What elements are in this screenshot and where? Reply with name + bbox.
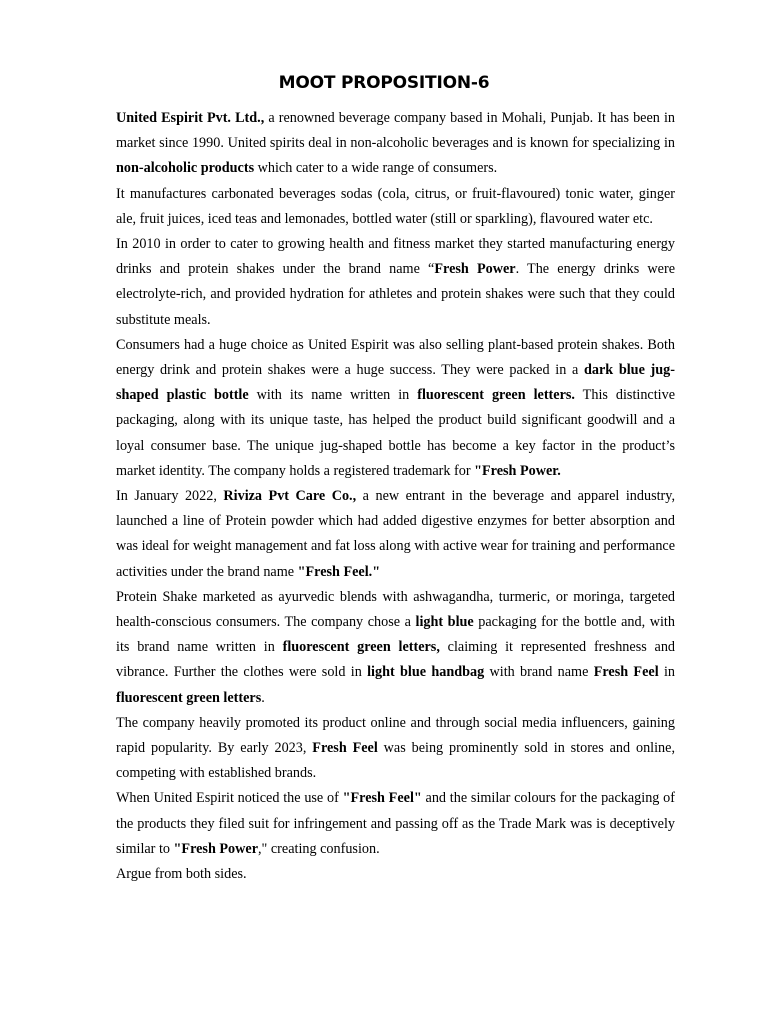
text-run: In 2010 in order to cater to growing health and fitness market they started manufacturing energy drinks and protein shakes under the brand name “: [116, 236, 675, 278]
bold-text: United Espirit Pvt. Ltd.,: [116, 110, 265, 126]
paragraph: [116, 232, 675, 333]
bold-text: light blue: [415, 614, 474, 631]
bold-text: light blue handbag: [367, 664, 485, 681]
bold-text: non-alcoholic products: [116, 160, 255, 177]
paragraph: [116, 862, 675, 887]
bold-text: "Fresh Power.: [474, 462, 561, 479]
text-run: ," creating confusion.: [258, 840, 380, 857]
text-run: The company heavily promoted its product online and through social media influencers, gaining rapid popularity. By early 2023,: [116, 714, 675, 757]
bold-text: fluorescent green letters,: [282, 639, 440, 656]
text-run: a renowned beverage company based in Mohali, Punjab. It has been in market since 1990. United spirits deal in non-alcoholic beverages and is known for specializing in: [116, 110, 675, 152]
text-run: was being prominently sold in stores and online, competing with established brands.: [116, 740, 675, 782]
text-run: .: [261, 689, 265, 706]
text-run: and the similar colours for the packaging of the products they filed suit for infringement and passing off as the Trade Mark was is deceptively similar to: [116, 790, 675, 857]
text-run: Consumers had a huge choice as United Espirit was also selling plant-based protein shakes. Both energy drink and protein shakes were a huge success. They were packed in a: [116, 336, 675, 379]
bold-text: Fresh Feel: [312, 740, 378, 757]
bold-text: Fresh Feel: [593, 664, 659, 681]
text-run: in: [658, 664, 675, 681]
bold-text: "Fresh Feel.": [297, 563, 381, 580]
text-run: This distinctive packaging, along with its unique taste, has helped the product build significant goodwill and a loyal consumer base. The unique jug-shaped bottle has become a key factor in the product’s market identity. The company holds a registered trademark for: [116, 387, 676, 479]
text-run: In January 2022,: [116, 488, 224, 505]
text-run: When United Espirit noticed the use of: [116, 790, 343, 807]
paragraph: [116, 484, 675, 585]
text-run: claiming it represented freshness and vibrance. Further the clothes were sold in: [116, 639, 676, 681]
paragraph: [116, 585, 675, 711]
text-run: which cater to a wide range of consumers.: [254, 160, 498, 177]
bold-text: Fresh Power: [434, 261, 516, 278]
text-run: It manufactures carbonated beverages sodas (cola, citrus, or fruit-flavoured) tonic water, ginger ale, fruit juices, iced teas and lemonades, bottled water (still or sparkling), flavoured water etc.: [116, 185, 675, 227]
text-run: . The energy drinks were electrolyte-rich, and provided hydration for athletes and protein shakes were such that they could substitute meals.: [116, 261, 675, 328]
paragraph: [116, 711, 675, 787]
document-body: [116, 106, 675, 887]
text-run: with brand name: [484, 664, 594, 681]
text-run: a new entrant in the beverage and apparel industry, launched a line of Protein powder which had added digestive enzymes for better absorption and was ideal for weight management and fat loss along with active wear for training and performance activities under the brand name: [116, 488, 676, 580]
paragraph: [116, 106, 675, 182]
bold-text: "Fresh Feel": [342, 790, 422, 807]
paragraph: [116, 786, 675, 862]
document-title: MOOT PROPOSITION-6: [278, 73, 490, 93]
bold-text: fluorescent green letters: [116, 689, 262, 706]
text-run: Protein Shake marketed as ayurvedic blends with ashwagandha, turmeric, or moringa, targeted health-conscious consumers. The company chose a: [116, 588, 675, 631]
bold-text: "Fresh Power: [173, 840, 258, 857]
bold-text: dark blue jug-shaped plastic bottle: [116, 362, 675, 404]
bold-text: fluorescent green letters.: [417, 387, 575, 404]
text-run: with its name written in: [248, 387, 418, 404]
text-run: Argue from both sides.: [116, 866, 247, 883]
bold-text: Riviza Pvt Care Co.,: [223, 488, 357, 505]
paragraph: [116, 182, 675, 232]
text-run: packaging for the bottle and, with its brand name written in: [116, 614, 675, 656]
paragraph: [116, 333, 675, 484]
